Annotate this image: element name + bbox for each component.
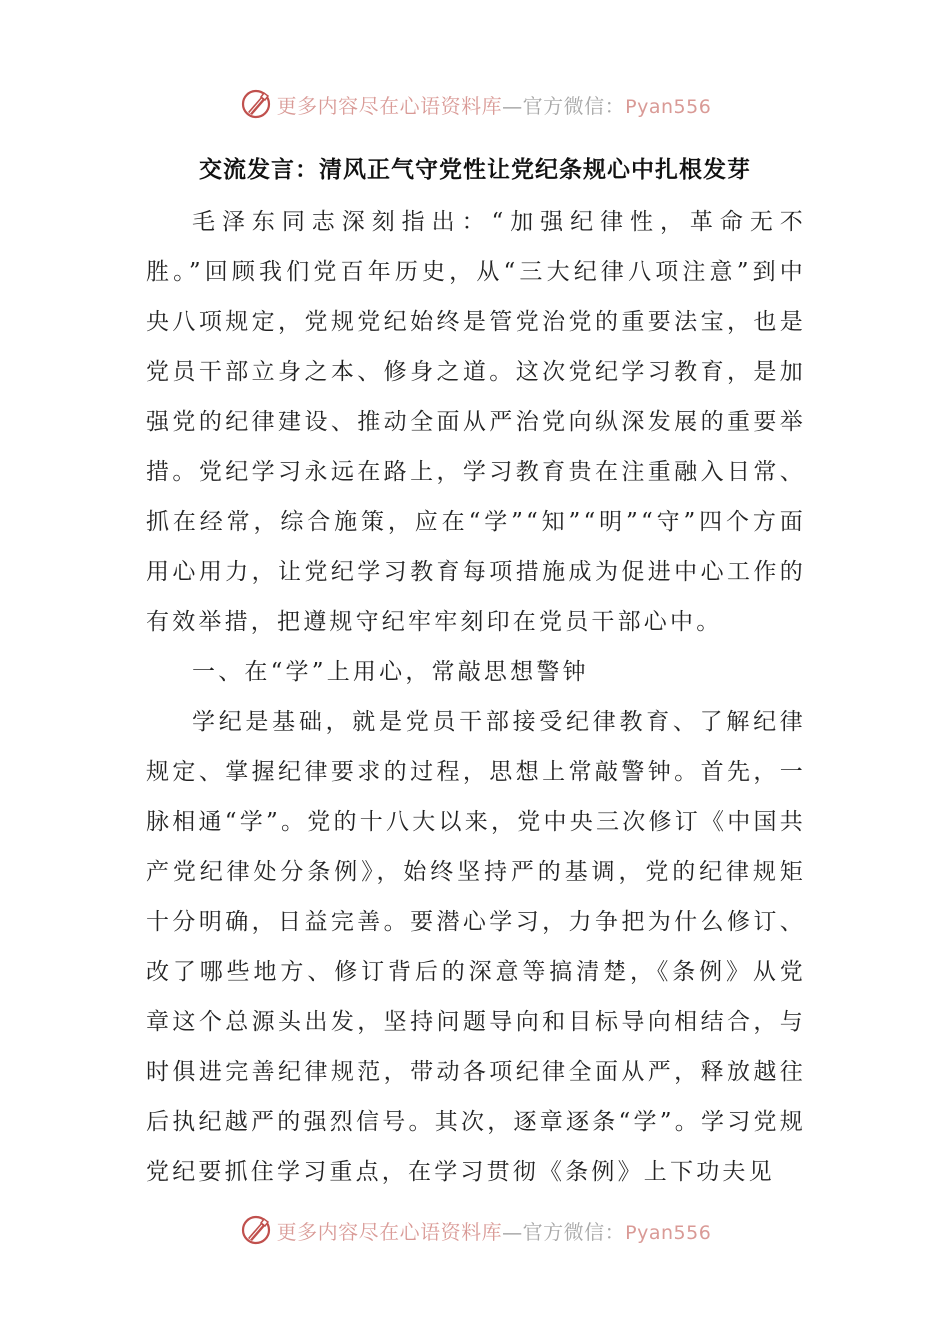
watermark-text: [277, 90, 712, 119]
watermark-official-label: 官方微信：: [522, 93, 626, 118]
watermark-site-name: 更多内容尽在心语资料库: [276, 93, 503, 118]
watermark-wechat-id: Pyan556: [625, 1221, 712, 1244]
paragraph-intro: 毛泽东同志深刻指出：“加强纪律性，革命无不胜。”回顾我们党百年历史，从“三大纪律八项注意”到中央八项规定，党规党纪始终是管党治党的重要法宝，也是党员干部立身之本、修身之道。这次党纪学习教育，是加强党的纪律建设、推动全面从严治党向纵深发展的重要举措。党纪学习永远在路上，学习教育贵在注重融入日常、抓在经常，综合施策，应在“学”“知”“明”“守”四个方面用心用力，让党纪学习教育每项措施成为促进中心工作的有效举措，把遵规守纪牢牢刻印在党员干部心中。: [146, 209, 806, 635]
document-body: [146, 197, 806, 1197]
footer-watermark: [0, 1210, 950, 1250]
watermark-wechat-id: Pyan556: [625, 95, 712, 118]
watermark-text: [277, 1216, 712, 1245]
pen-nib-logo-icon: [239, 87, 273, 121]
watermark-official-label: 官方微信：: [522, 1219, 626, 1244]
watermark-site-name: 更多内容尽在心语资料库: [276, 1219, 503, 1244]
watermark-separator: —: [502, 1219, 523, 1244]
header-watermark: [0, 84, 950, 124]
document-title: 交流发言：清风正气守党性让党纪条规心中扎根发芽: [199, 157, 751, 183]
watermark-separator: —: [502, 93, 523, 118]
pen-nib-logo-icon: [239, 1213, 273, 1247]
paragraph-section-1: 学纪是基础，就是党员干部接受纪律教育、了解纪律规定、掌握纪律要求的过程，思想上常敲警钟。首先，一脉相通“学”。党的十八大以来，党中央三次修订《中国共产党纪律处分条例》，始终坚持严的基调，党的纪律规矩十分明确，日益完善。要潜心学习，力争把为什么修订、改了哪些地方、修订背后的深意等搞清楚，《条例》从党章这个总源头出发，坚持问题导向和目标导向相结合，与时俱进完善纪律规范，带动各项纪律全面从严，释放越往后执纪越严的强烈信号。其次，逐章逐条“学”。学习党规党纪要抓住学习重点，在学习贯彻《条例》上下功夫见: [146, 709, 806, 1185]
section-heading-1: 一、在“学”上用心，常敲思想警钟: [192, 659, 589, 685]
